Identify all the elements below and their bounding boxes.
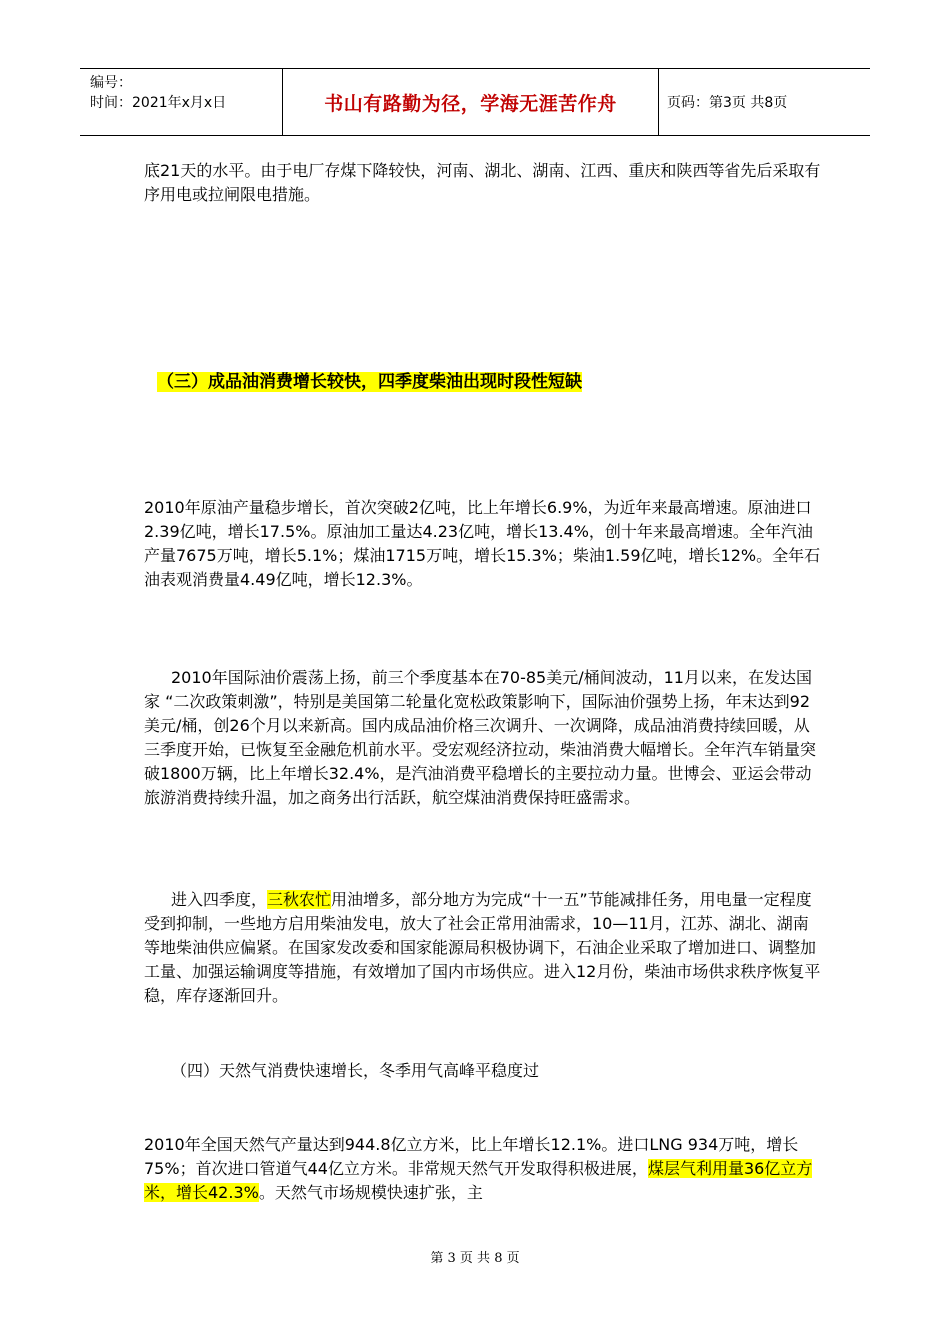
paragraph-text-part: 。天然气市场规模快速扩张，主 [258,1183,483,1202]
page-header [80,68,870,136]
highlighted-text: 三秋农忙 [267,890,332,909]
paragraph-text-part: 进入四季度， [171,890,268,909]
paragraph-oil-price [144,666,824,810]
header-meta [80,69,283,135]
paragraph-text [144,1133,824,1205]
paragraph-text-part: 用油增多，部分地方为完成“十一五”节能减排任务，用电量一定程度受到抑制，一些地方启用柴油发电，放大了社会正常用油需求，10—11月，江苏、湖北、湖南等地柴油供应偏紧。在国家发改委和国家能源局积极协调下，石油企业采取了增加进口、调整加工量、加强运输调度等措施，有效增加了国内市场供应。进入12月份，柴油市场供求秩序恢复平稳，库存逐渐回升。 [144,890,821,1005]
highlighted-text: 煤层气利用量36亿立方米，增长42.3% [144,1159,813,1202]
paragraph-q4-diesel [144,888,824,1008]
paragraph-natural-gas [144,1133,824,1205]
paragraph-text: 2010年原油产量稳步增长，首次突破2亿吨，比上年增长6.9%，为近年来最高增速。原油进口2.39亿吨，增长17.5%。原油加工量达4.23亿吨，增长13.4%，创十年来最高增速。全年汽油产量7675万吨，增长5.1%；煤油1715万吨，增长15.3%；柴油1.59亿吨，增长12%。全年石油表观消费量4.49亿吨，增长12.3%。 [144,498,821,589]
page-footer [0,1247,950,1266]
paragraph-text-part: 2010年全国天然气产量达到944.8亿立方米，比上年增长12.1%。进口LNG 934万吨，增长75%；首次进口管道气44亿立方米。非常规天然气开发取得积极进展， [144,1135,799,1178]
header-page-cell [659,69,870,135]
footer-page-number: 第 3 页 共 8 页 [430,1251,520,1266]
section-heading-3 [157,370,837,394]
document-date-label: 时间：2021年x月x日 [90,95,227,111]
header-motto: 书山有路勤为径，学海无涯苦作舟 [324,92,617,115]
heading-text: （四）天然气消费快速增长，冬季用气高峰平稳度过 [171,1061,540,1080]
paragraph-text [144,888,824,1008]
section-heading-4 [171,1059,851,1083]
heading-text: （三）成品油消费增长较快，四季度柴油出现时段性短缺 [157,372,582,392]
document-number-label: 编号： [90,75,132,91]
header-motto-cell [283,69,659,135]
header-page-code: 页码：第3页 共8页 [667,95,788,111]
paragraph-oil-production [144,496,824,592]
paragraph-text: 底21天的水平。由于电厂存煤下降较快，河南、湖北、湖南、江西、重庆和陕西等省先后采取有序用电或拉闸限电措施。 [144,161,821,204]
paragraph-text: 2010年国际油价震荡上扬，前三个季度基本在70-85美元/桶间波动，11月以来，在发达国家 “二次政策刺激”，特别是美国第二轮量化宽松政策影响下，国际油价强势上扬，年末达到92美元/桶，创26个月以来新高。国内成品油价格三次调升、一次调降，成品油消费持续回暖，从三季度开始，已恢复至金融危机前水平。受宏观经济拉动，柴油消费大幅增长。全年汽车销量突破1800万辆，比上年增长32.4%，是汽油消费平稳增长的主要拉动力量。世博会、亚运会带动旅游消费持续升温，加之商务出行活跃，航空煤油消费保持旺盛需求。 [144,668,817,807]
paragraph-continued [144,159,824,207]
